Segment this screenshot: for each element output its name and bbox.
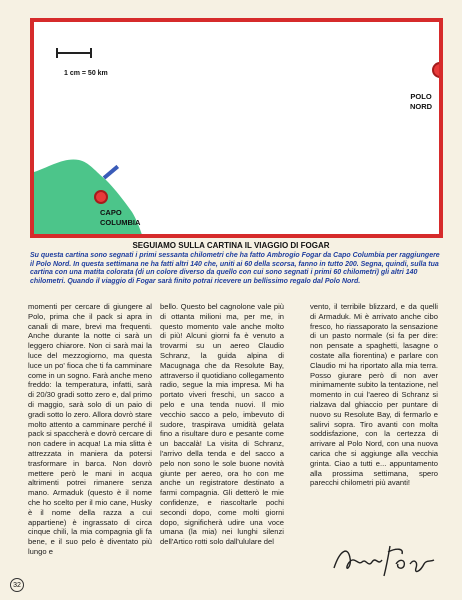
cape-columbia-marker xyxy=(94,190,108,204)
land-mass xyxy=(34,22,443,238)
page-number: 32 xyxy=(10,578,24,592)
scale-tick-right xyxy=(90,48,92,58)
north-pole-label-line2: NORD xyxy=(410,102,433,111)
article-column-2: bello. Questo bel cagnolone vale più di ottanta milioni ma, per me, in questo momento vale anche molto di più! Alcuni giorni fa è venuto a trovarmi su un aereo Claudio Schranz, la guida alpina di Macugnaga che da Resolute Bay, attraverso il quotidiano collegamento radio, segue la mia impresa. Mi ha portato viveri freschi, un sacco a pelo e una tenda nuovi. Il mio vecchio sacco a pelo, imbevuto di sudore, traspirava umidità gelata fino a risultare duro e pesante come un baccalà! La visita di Schranz, l'arrivo della tenda e del sacco a pelo non sono le sole buone novità giunte per aereo, ora ho con me anche un registratore destinato a farmi compagnia. Gli detterò le mie confidenze, e riascoltarle pochi secondi dopo, come molti giorni dopo, significherà udire una voce umana (la mia) nei lunghi silenzi dell'Artico rotti solo dall'ululare del xyxy=(160,302,284,547)
north-pole-marker xyxy=(432,62,443,78)
caption-title: SEGUIAMO SULLA CARTINA IL VIAGGIO DI FOGAR xyxy=(132,241,330,250)
route-map xyxy=(30,18,443,238)
caption-text: Su questa cartina sono segnati i primi sessanta chilometri che ha fatto Ambrogio Fogar da Capo Columbia per raggiungere il Polo Nord. In questa settimana ne ha fatti altri 140 che, uniti ai 60 della scorsa, fanno in tutto 200. Segna, quindi, sulla tua cartina con una matita colorata (di un colore diverso da quello con cui sono segnati i primi 60 chilometri) gli altri 140 chilometri. Quando il viaggio di Fogar sarà finito potrai ricevere un bellissimo regalo dal Polo Nord. xyxy=(30,252,440,285)
article-column-1: momenti per cercare di giungere al Polo, prima che il pack si apra in canali di mare, brevi ma frequenti. Anche durante la notte ci sarà un leggero chiarore. Non ci sarà mai la luce del mezzogiorno, ma questa luce un po' fioca che ti fa camminare come in un sogno. Farà anche meno freddo: la temperatura, infatti, sarà di 20/30 gradi sotto zero e, dal primo di maggio, sarà solo di un paio di gradi sotto lo zero. Allora dovrò stare molto attento a camminare perché il pack si spaccherà e dovrò cercare di non cadere in acqua! La mia slitta è attrezzata in maniera da potersi trasformare in barca. Non dovrò mettere però le mani in acqua altrimenti potrei rimanere senza mano. Armaduk (questo è il nome che ho scelto per il mio cane, Husky è il nome della razza a cui appartiene) è ingrassato di circa cinque chili, la mia compagnia gli fa bene, e il suo pelo è diventato più lungo e xyxy=(28,302,152,556)
cape-columbia-label xyxy=(100,208,140,228)
article-column-3: vento, il terribile blizzard, e da quelli di Armaduk. Mi è arrivato anche cibo fresco, ho riassaporato la sensazione di un pasto normale (si fa per dire: non pensate a spaghetti, lasagne o costate alla fiorentina) e parlare con Claudio mi ha riportato alla mia terra. Posso giurare però di non aver minimamente subito la tentazione, nel momento in cui l'aereo di Schranz si rialzava dal ghiaccio per puntare di nuovo su Resolute Bay, di fermarlo e salirvi sopra. Tiro avanti con molta soddisfazione, con la certezza di arrivare al Polo Nord, con una nuova carica che si aggiunge alla vecchia grinta. Ciao a tutti e... appuntamento alla prossima settimana, spero parecchi chilometri più avanti! xyxy=(310,302,438,488)
handwritten-signature-icon xyxy=(330,538,440,580)
scale-label: 1 cm = 50 km xyxy=(64,70,108,77)
scale-bar xyxy=(56,52,92,54)
cape-label-line1: CAPO xyxy=(100,208,122,217)
cape-label-line2: COLUMBIA xyxy=(100,218,141,227)
north-pole-label-line1: POLO xyxy=(410,92,432,101)
north-pole-label xyxy=(410,92,432,112)
